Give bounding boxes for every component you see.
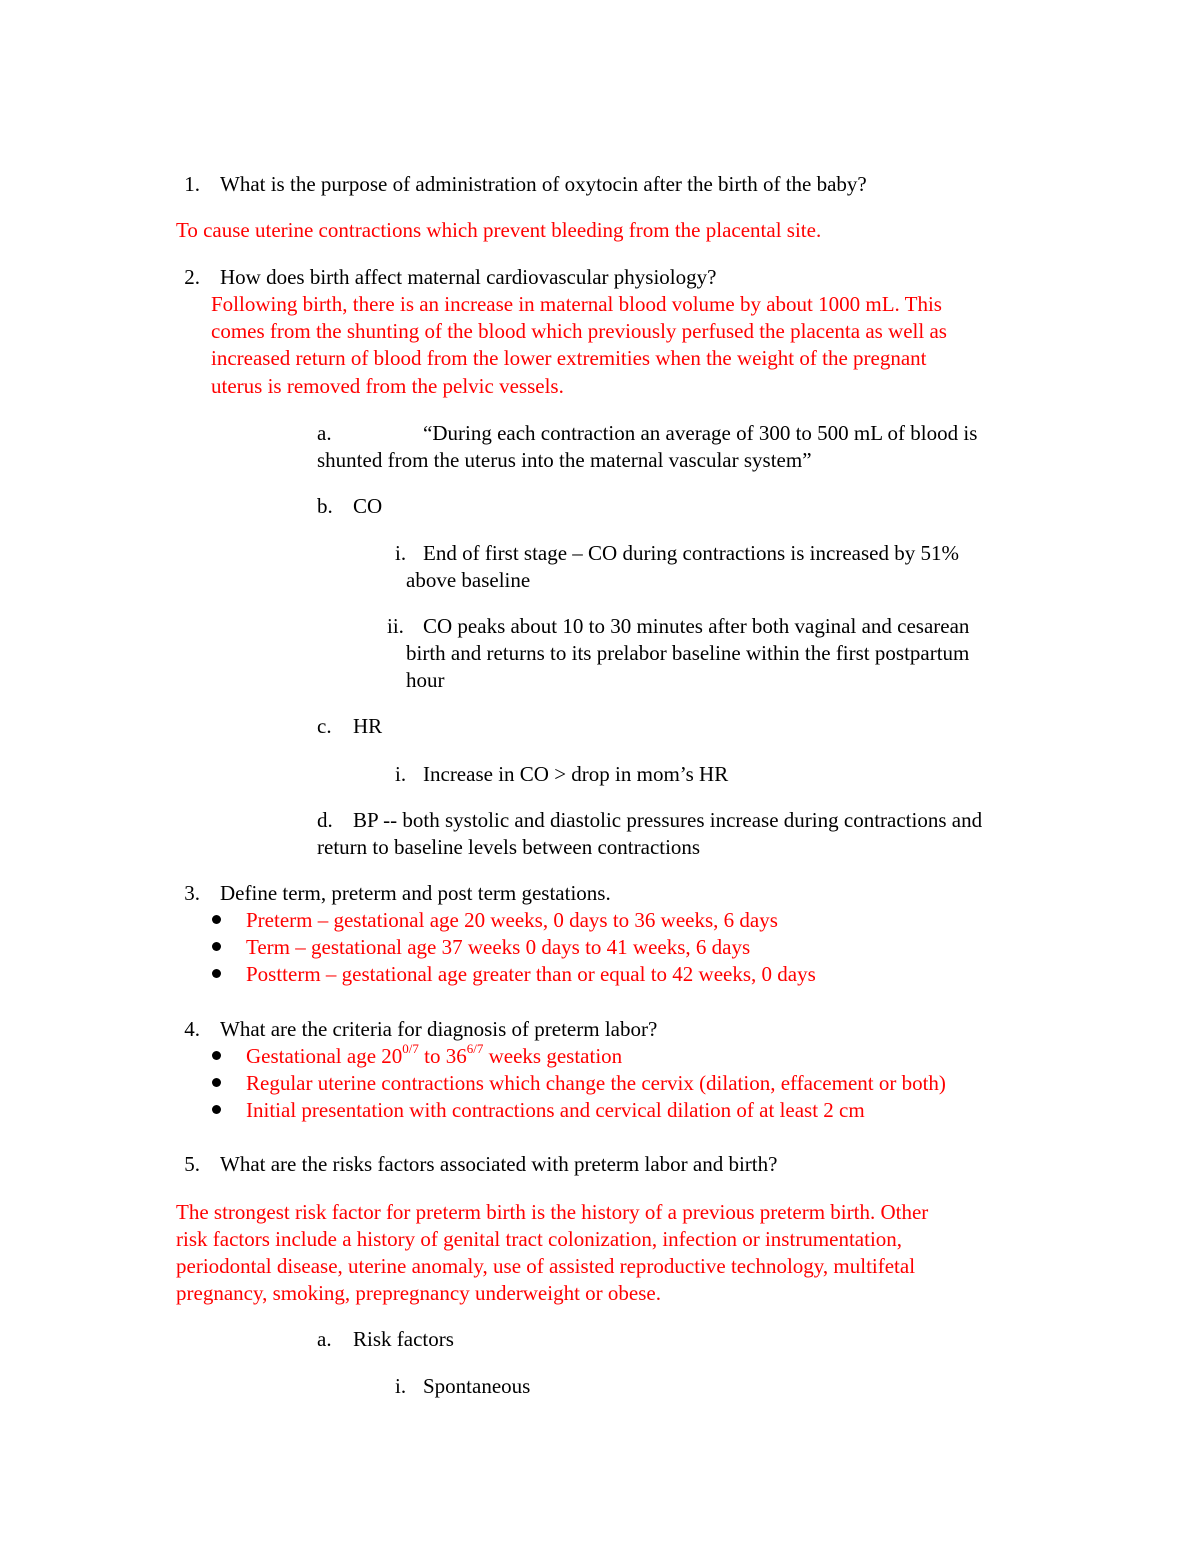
q2c-i-marker: i. (395, 762, 407, 786)
q2b-i-marker: i. (395, 541, 407, 565)
q4-bullet-text-c: weeks gestation (483, 1044, 623, 1068)
q5-text: What are the risks factors associated with preterm labor and birth? (220, 1152, 778, 1176)
q4-bullet-sup-2: 6/7 (466, 1041, 484, 1056)
q2d-text-line: return to baseline levels between contractions (317, 835, 701, 859)
bullet-dot (212, 1051, 221, 1060)
q2a-text-line: “During each contraction an average of 300 to 500 mL of blood is (423, 421, 978, 445)
q1-answer: To cause uterine contractions which prevent bleeding from the placental site. (176, 218, 822, 242)
q2-answer-line: uterus is removed from the pelvic vessels. (211, 374, 564, 398)
q2a-text-line: shunted from the uterus into the maternal vascular system” (317, 448, 812, 472)
q3-bullet-item: Preterm – gestational age 20 weeks, 0 days to 36 weeks, 6 days (246, 908, 778, 932)
q2b-ii-text-line: CO peaks about 10 to 30 minutes after both vaginal and cesarean (423, 614, 970, 638)
q2b-i-text-line: above baseline (406, 568, 531, 592)
q3-bullet-item: Postterm – gestational age greater than or equal to 42 weeks, 0 days (246, 962, 816, 986)
q1-number: 1. (184, 172, 200, 196)
q1-text: What is the purpose of administration of oxytocin after the birth of the baby? (220, 172, 867, 196)
q2-answer-line: comes from the shunting of the blood which previously perfused the placenta as well as (211, 319, 947, 343)
q5a-text: Risk factors (353, 1327, 454, 1351)
bullet-dot (212, 1078, 221, 1087)
q2d-text-line: BP -- both systolic and diastolic pressures increase during contractions and (353, 808, 983, 832)
q2c-i-text: Increase in CO > drop in mom’s HR (423, 762, 729, 786)
q2-text: How does birth affect maternal cardiovascular physiology? (220, 265, 717, 289)
q4-number: 4. (184, 1017, 200, 1041)
bullet-dot (212, 969, 221, 978)
q2-number: 2. (184, 265, 200, 289)
q3-bullet-item: Term – gestational age 37 weeks 0 days to 41 weeks, 6 days (246, 935, 751, 959)
q2b-ii-text-line: hour (406, 668, 445, 692)
q2b-marker: b. (317, 494, 333, 518)
q4-bullet-sup-1: 0/7 (402, 1041, 419, 1056)
q2b-ii-marker: ii. (387, 614, 404, 638)
q4-text: What are the criteria for diagnosis of preterm labor? (220, 1017, 658, 1041)
q5-number: 5. (184, 1152, 200, 1176)
q2b-i-text-line: End of first stage – CO during contractions is increased by 51% (423, 541, 959, 565)
q3-text: Define term, preterm and post term gestations. (220, 881, 611, 905)
bullet-dot (212, 942, 221, 951)
q4-bullet-text-a: Gestational age 20 (246, 1044, 403, 1068)
bullet-dot (212, 915, 221, 924)
q4-bullet-text-b: to 36 (418, 1044, 467, 1068)
q5a-marker: a. (317, 1327, 332, 1351)
q5a-i-marker: i. (395, 1374, 407, 1398)
q5-answer-line: periodontal disease, uterine anomaly, use of assisted reproductive technology, multifetal (176, 1254, 916, 1278)
q2a-marker: a. (317, 421, 332, 445)
q2c-marker: c. (317, 714, 332, 738)
q2-answer-line: increased return of blood from the lower extremities when the weight of the pregnant (211, 346, 927, 370)
q2b-text: CO (353, 494, 383, 518)
q3-number: 3. (184, 881, 200, 905)
q4-bullet-gestational-age (246, 1043, 622, 1070)
q2b-ii-text-line: birth and returns to its prelabor baseline within the first postpartum (406, 641, 970, 665)
bullet-dot (212, 1105, 221, 1114)
q2c-text: HR (353, 714, 383, 738)
q4-bullet-item: Initial presentation with contractions and cervical dilation of at least 2 cm (246, 1098, 865, 1122)
q4-bullet-item: Regular uterine contractions which change the cervix (dilation, effacement or both) (246, 1071, 946, 1095)
q5-answer-line: The strongest risk factor for preterm birth is the history of a previous preterm birth. Other (176, 1200, 929, 1224)
q5-answer-line: risk factors include a history of genital tract colonization, infection or instrumentation, (176, 1227, 903, 1251)
q2-answer-line: Following birth, there is an increase in maternal blood volume by about 1000 mL. This (211, 292, 942, 316)
q5a-i-text: Spontaneous (423, 1374, 531, 1398)
q2d-marker: d. (317, 808, 333, 832)
q5-answer-line: pregnancy, smoking, prepregnancy underweight or obese. (176, 1281, 661, 1305)
